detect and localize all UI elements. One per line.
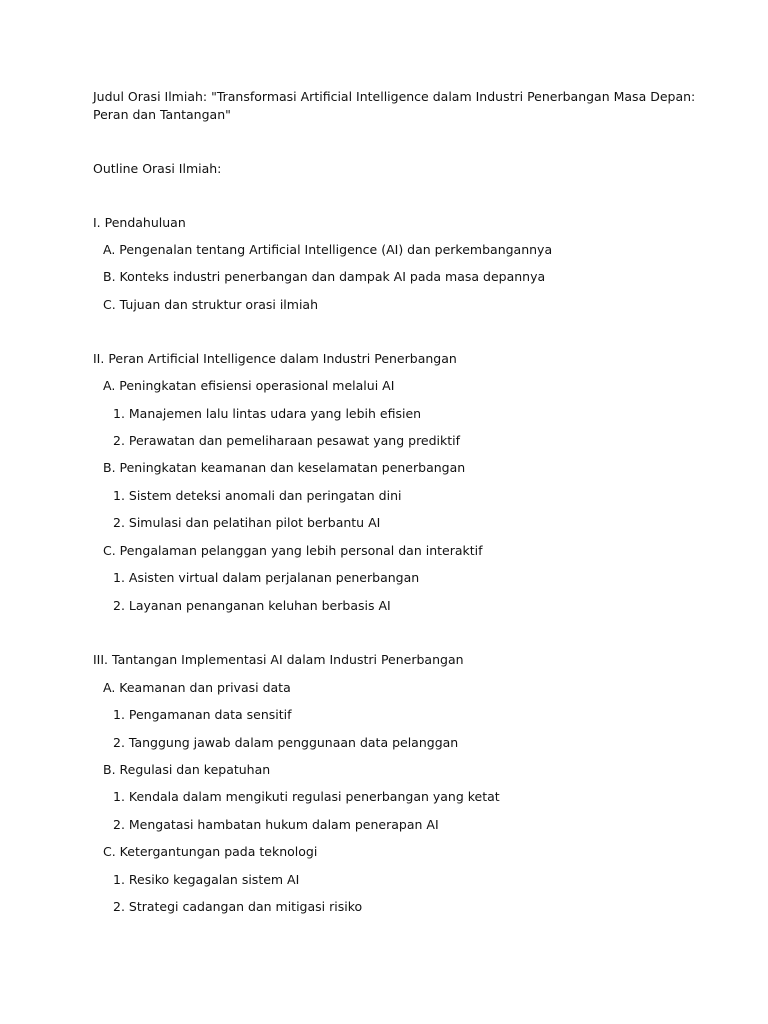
outline-item: B. Konteks industri penerbangan dan dampak AI pada masa depannya [103,269,546,284]
outline-subitem: 1. Pengamanan data sensitif [113,707,292,722]
outline-item: C. Ketergantungan pada teknologi [103,844,318,859]
outline-subitem: 1. Kendala dalam mengikuti regulasi penerbangan yang ketat [113,789,500,804]
outline-item: B. Peningkatan keamanan dan keselamatan penerbangan [103,460,466,475]
outline-subitem: 2. Layanan penanganan keluhan berbasis AI [113,598,391,613]
outline-item: C. Tujuan dan struktur orasi ilmiah [103,297,319,312]
outline-subitem: 1. Resiko kegagalan sistem AI [113,872,300,887]
outline-subitem: 2. Tanggung jawab dalam penggunaan data pelanggan [113,735,459,750]
outline-item: C. Pengalaman pelanggan yang lebih personal dan interaktif [103,543,483,558]
outline-item: B. Regulasi dan kepatuhan [103,762,271,777]
outline-subitem: 2. Perawatan dan pemeliharaan pesawat yang prediktif [113,433,461,448]
outline-subitem: 1. Sistem deteksi anomali dan peringatan dini [113,488,402,503]
outline-subitem: 2. Mengatasi hambatan hukum dalam penerapan AI [113,817,439,832]
outline-item: A. Keamanan dan privasi data [103,680,291,695]
title-line-1: Judul Orasi Ilmiah: "Transformasi Artificial Intelligence dalam Industri Penerbangan Masa Depan: [93,89,696,104]
outline-heading: Outline Orasi Ilmiah: [93,161,222,176]
title-line-2: Peran dan Tantangan" [93,107,231,122]
section-heading: III. Tantangan Implementasi AI dalam Industri Penerbangan [93,652,464,667]
section-heading: I. Pendahuluan [93,215,186,230]
outline-item: A. Pengenalan tentang Artificial Intelligence (AI) dan perkembangannya [103,242,553,257]
outline-item: A. Peningkatan efisiensi operasional melalui AI [103,378,395,393]
outline-subitem: 1. Manajemen lalu lintas udara yang lebih efisien [113,406,422,421]
section-heading: II. Peran Artificial Intelligence dalam Industri Penerbangan [93,351,457,366]
outline-subitem: 2. Simulasi dan pelatihan pilot berbantu AI [113,515,381,530]
outline-subitem: 1. Asisten virtual dalam perjalanan penerbangan [113,570,420,585]
outline-subitem: 2. Strategi cadangan dan mitigasi risiko [113,899,363,914]
